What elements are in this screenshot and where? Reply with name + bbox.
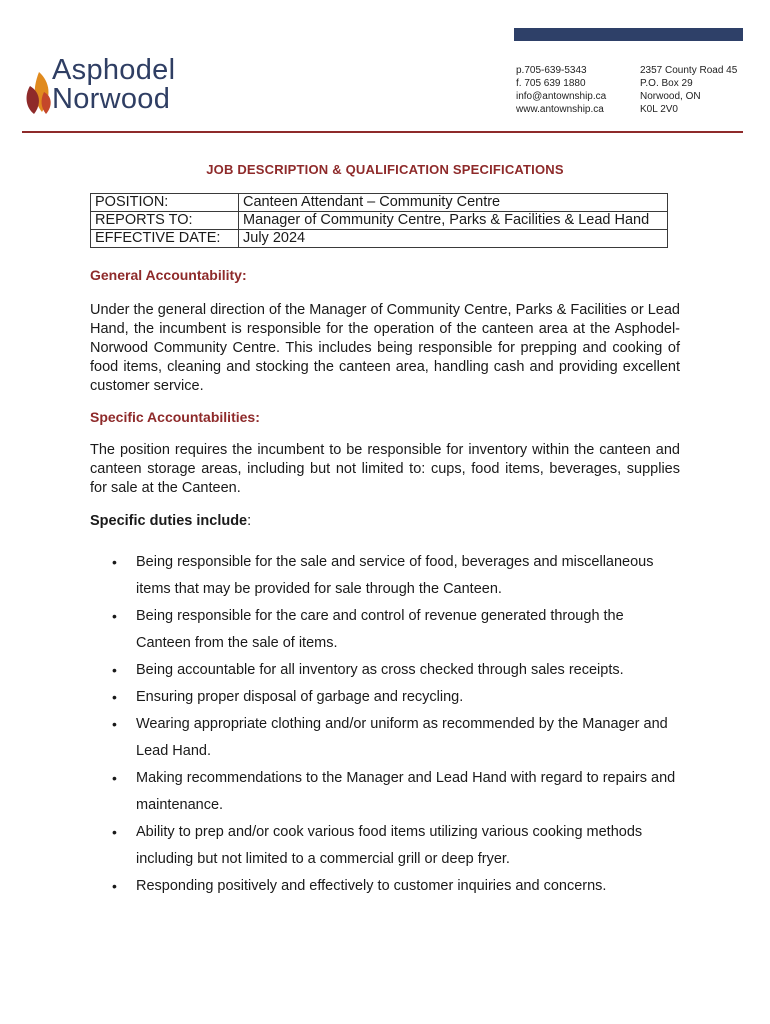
bullet: • (112, 662, 117, 678)
list-item (90, 603, 680, 657)
fax-number: f. 705 639 1880 (516, 78, 586, 89)
logo-line-1: Asphodel (52, 54, 176, 86)
specific-accountabilities-text: The position requires the incumbent to be responsible for inventory within the canteen and canteen storage areas, including but not limited to: cups, food items, beverages, supplies for sale at the Canteen. (90, 442, 680, 496)
logo-text (52, 56, 175, 114)
header-top-bar (514, 28, 743, 41)
position-info-table (90, 193, 668, 248)
website: www.antownship.ca (516, 104, 604, 115)
address-line-2: P.O. Box 29 (640, 78, 693, 89)
bullet: • (112, 689, 117, 705)
address-line-4: K0L 2V0 (640, 104, 678, 115)
list-item (90, 765, 680, 819)
reports-to-label: REPORTS TO: (91, 212, 239, 230)
list-item (90, 684, 680, 711)
effective-date-value: July 2024 (239, 230, 668, 248)
bullet: • (112, 824, 117, 840)
duties-intro (90, 513, 251, 529)
email-address: info@antownship.ca (516, 91, 607, 102)
table-row (91, 212, 668, 230)
document-title: JOB DESCRIPTION & QUALIFICATION SPECIFICATIONS (206, 162, 564, 177)
address-line-1: 2357 County Road 45 (640, 65, 738, 76)
position-label: POSITION: (91, 194, 239, 212)
contact-info (516, 64, 606, 116)
duty-text: Being responsible for the care and control of revenue generated through the Canteen from the sale of items. (136, 608, 624, 651)
duties-label: Specific duties include (90, 513, 248, 529)
bullet: • (112, 554, 117, 570)
duty-text: Ensuring proper disposal of garbage and recycling. (136, 689, 464, 705)
reports-to-value: Manager of Community Centre, Parks & Facilities & Lead Hand (239, 212, 668, 230)
general-accountability-text: Under the general direction of the Manager of Community Centre, Parks & Facilities or Lead Hand, the incumbent is responsible for the operation of the canteen area at the Asphodel-Norwood Community Centre. This includes being responsible for prepping and cooking of food items, cleaning and stocking the canteen area, handling cash and providing excellent customer service. (90, 302, 680, 394)
address-line-3: Norwood, ON (640, 91, 701, 102)
flame-leaf-icon (22, 68, 56, 116)
general-accountability-heading: General Accountability: (90, 267, 247, 283)
bullet: • (112, 716, 117, 732)
mailing-address (640, 64, 737, 116)
table-row (91, 230, 668, 248)
logo-line-2: Norwood (52, 83, 171, 115)
duty-text: Making recommendations to the Manager and Lead Hand with regard to repairs and maintenance. (136, 770, 676, 813)
bullet: • (112, 608, 117, 624)
duty-text: Being accountable for all inventory as cross checked through sales receipts. (136, 662, 624, 678)
list-item (90, 873, 680, 900)
specific-accountabilities-heading: Specific Accountabilities: (90, 409, 260, 425)
duty-text: Being responsible for the sale and service of food, beverages and miscellaneous items that may be provided for sale through the Canteen. (136, 554, 654, 597)
list-item (90, 711, 680, 765)
duty-text: Responding positively and effectively to customer inquiries and concerns. (136, 878, 607, 894)
position-value: Canteen Attendant – Community Centre (239, 194, 668, 212)
logo (22, 56, 222, 120)
effective-date-label: EFFECTIVE DATE: (91, 230, 239, 248)
duties-list (90, 549, 680, 900)
list-item (90, 549, 680, 603)
duty-text: Ability to prep and/or cook various food items utilizing various cooking methods including but not limited to a commercial grill or deep fryer. (136, 824, 643, 867)
duties-colon: : (247, 513, 252, 529)
duty-text: Wearing appropriate clothing and/or uniform as recommended by the Manager and Lead Hand. (136, 716, 668, 759)
list-item (90, 819, 680, 873)
table-row (91, 194, 668, 212)
header-divider (22, 131, 743, 133)
list-item (90, 657, 680, 684)
bullet: • (112, 770, 117, 786)
phone-number: p.705-639-5343 (516, 65, 587, 76)
bullet: • (112, 878, 117, 894)
